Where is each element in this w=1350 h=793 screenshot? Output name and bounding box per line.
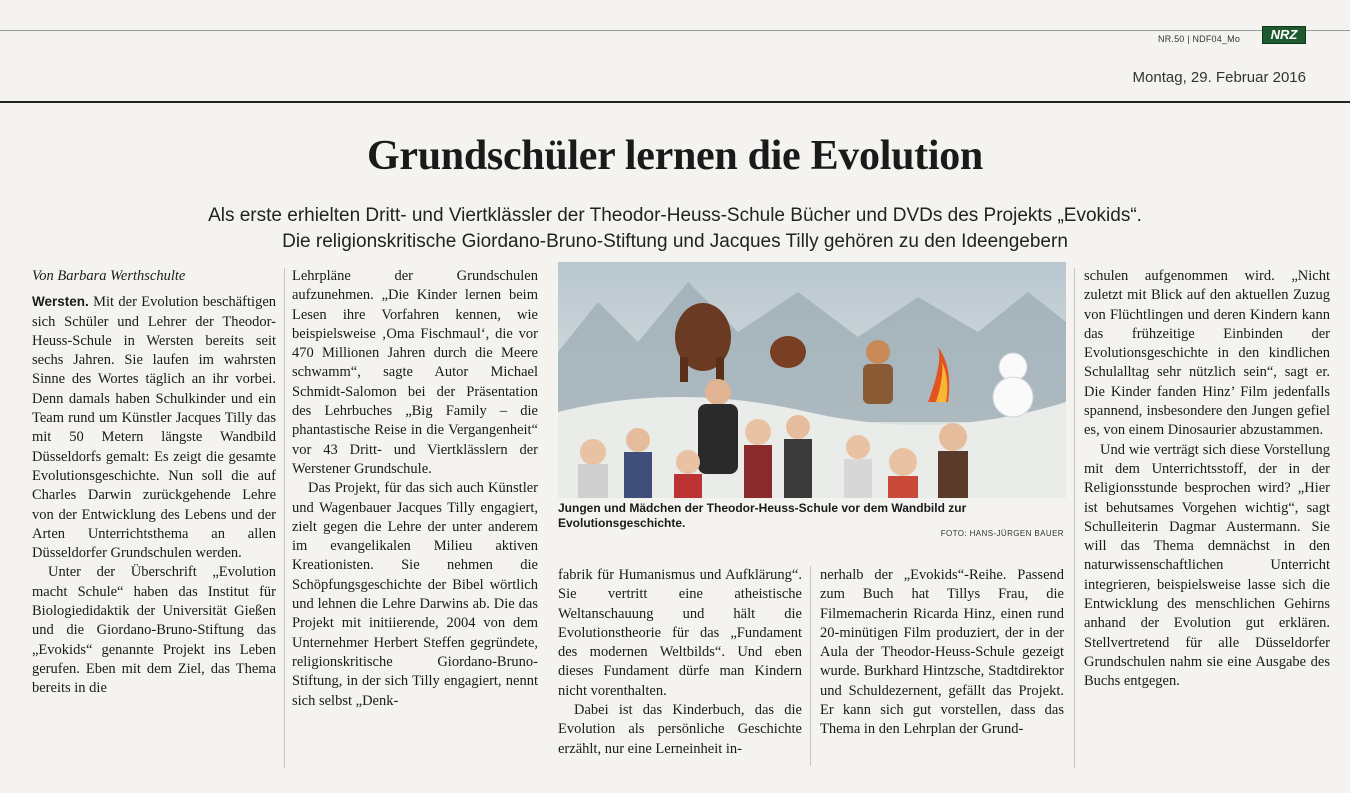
paragraph — [32, 292, 276, 563]
photo-caption: Jungen und Mädchen der Theodor-Heuss-Schule vor dem Wandbild zur Evolutionsgeschichte. — [558, 501, 967, 530]
paragraph: Dabei ist das Kinderbuch, das die Evolution als persönliche Geschichte erzählt, nur eine Lerneinheit in- — [558, 702, 802, 757]
paragraph: fabrik für Humanismus und Aufklärung“. Sie vertritt eine atheistische Weltanschauung und hält die Evolutionstheorie für das „Fundament des modernen Weltbilds“. Und eben dieses Fundament dürfe man Kindern nicht vorenthalten. — [558, 567, 802, 699]
paragraph: Unter der Überschrift „Evolution macht Schule“ haben das Institut für Biologiedidaktik der Universität Gießen und die Giordano-Bruno-Stiftung das „Evokids“ genannte Projekt ins Leben gerufen. Eben mit dem Ziel, das Thema bereits in die — [32, 564, 276, 697]
column-2 — [292, 267, 538, 711]
byline: Von Barbara Werthschulte — [32, 268, 186, 284]
subheadline — [0, 203, 1350, 255]
issue-label: NR.50 | NDF04_Mo — [1158, 34, 1241, 44]
mural-photo-illustration — [558, 262, 1066, 498]
photo-credit: FOTO: HANS-JÜRGEN BAUER — [940, 529, 1064, 538]
column-divider — [810, 566, 811, 766]
dateline: Wersten. — [32, 294, 89, 310]
column-divider — [284, 268, 285, 768]
column-3 — [558, 566, 802, 759]
paragraph: schulen aufgenommen wird. „Nicht zuletzt mit Blick auf den aktuellen Zuzug von Flüchtlingen und deren Kindern kann das frühzeitige Einbinden der Evolutionsgeschichte in den kindlichen Schulalltag sehr nützlich sein“, sagt er. Die Kinder fanden Hinz’ Film jedenfalls spannend, insbesondere den Jungen gefiel es, von einem Dinosaurier abzustammen. — [1084, 268, 1330, 439]
header-rule — [0, 101, 1350, 103]
column-4 — [820, 566, 1064, 740]
paragraph: Das Projekt, für das sich auch Künstler und Wagenbauer Jacques Tilly engagiert, zielt gegen die Lehre der unter anderem im evangelikalen Milieu aktiven Kreationisten. Sie nehmen die Schöpfungsgeschichte der Bibel wörtlich und lehnen die Lehre Darwins ab. Die das Projekt mit initiierende, 2004 von dem Unternehmer Herbert Steffen gegründete, religionskritische Giordano-Bruno-Stiftung, in der sich Tilly engagiert, nennt sich selbst „Denk- — [292, 480, 538, 709]
paragraph: Lehrpläne der Grundschulen aufzunehmen. „Die Kinder lernen beim Lesen ihre Vorfahren kennen, wie beispielsweise ‚Oma Fischmaul‘, die vor 470 Millionen Jahren durch die Meere schwamm“, sagte Autor Michael Schmidt-Salomon bei der Präsentation des Lehrbuches „Big Family – die phantastische Reise in die Vergangenheit“ vor 43 Dritt- und Viertklässlern der Werstener Grundschule. — [292, 268, 538, 477]
subhead-line-2: Die religionskritische Giordano-Bruno-Stiftung und Jacques Tilly gehören zu den Ideengebern — [282, 231, 1068, 252]
newspaper-logo: NRZ — [1262, 26, 1306, 44]
column-divider — [1074, 268, 1075, 768]
column-1 — [32, 267, 276, 699]
headline: Grundschüler lernen die Evolution — [367, 133, 983, 179]
issue-date: Montag, 29. Februar 2016 — [1132, 69, 1306, 86]
paragraph: Und wie verträgt sich diese Vorstellung mit dem Unterrichtsstoff, der in der Religionsstunde besprochen wird? „Hier ist behutsames Vorgehen wichtig“, sagt Schulleiterin Dagmar Austermann. Sie will das Thema demnächst in den naturwissenschaftlichen Unterricht integrieren, beispielsweise lasse sich die Entwicklung des menschlichen Gehirns anhand der Evolution gut erklären. Stellvertretend für alle Düsseldorfer Grundschulen nahm sie eine Ausgabe des Buchs entgegen. — [1084, 441, 1330, 690]
top-rule — [0, 30, 1350, 31]
paragraph: nerhalb der „Evokids“-Reihe. Passend zum Buch hat Tillys Frau, die Filmemacherin Ricarda Hinz, einen rund 20-minütigen Film produziert, der in der Aula der Theodor-Heuss-Schule gezeigt wurde. Burkhard Hintzsche, Stadtdirektor und Schuldezernent, gefällt das Projekt. Er kann sich gut vorstellen, dass das Thema in den Lehrplan der Grund- — [820, 567, 1064, 738]
article-photo — [558, 262, 1066, 498]
paragraph-text: Mit der Evolution beschäftigen sich Schüler und Lehrer der Theodor-Heuss-Schule in Wersten bereits seit sechs Jahren. Sie laufen im wahrsten Sinne des Wortes täglich an ihr vorbei. Denn damals haben Schulkinder und ein Team rund um Künstler Jacques Tilly das mit 50 Metern längste Wandbild Düsseldorfs gemalt: Es zeigt die gesamte Evolutionsgeschichte. Nun soll die auf Charles Darwin zurückgehende Lehre von der Entwicklung des Lebens und der Arten Unterrichtsthema an allen Düsseldorfer Grundschulen werden. — [32, 294, 276, 562]
column-5 — [1084, 267, 1330, 692]
subhead-line-1: Als erste erhielten Dritt- und Viertklässler der Theodor-Heuss-Schule Bücher und DVDs des Projekts „Evokids“. — [208, 205, 1142, 226]
